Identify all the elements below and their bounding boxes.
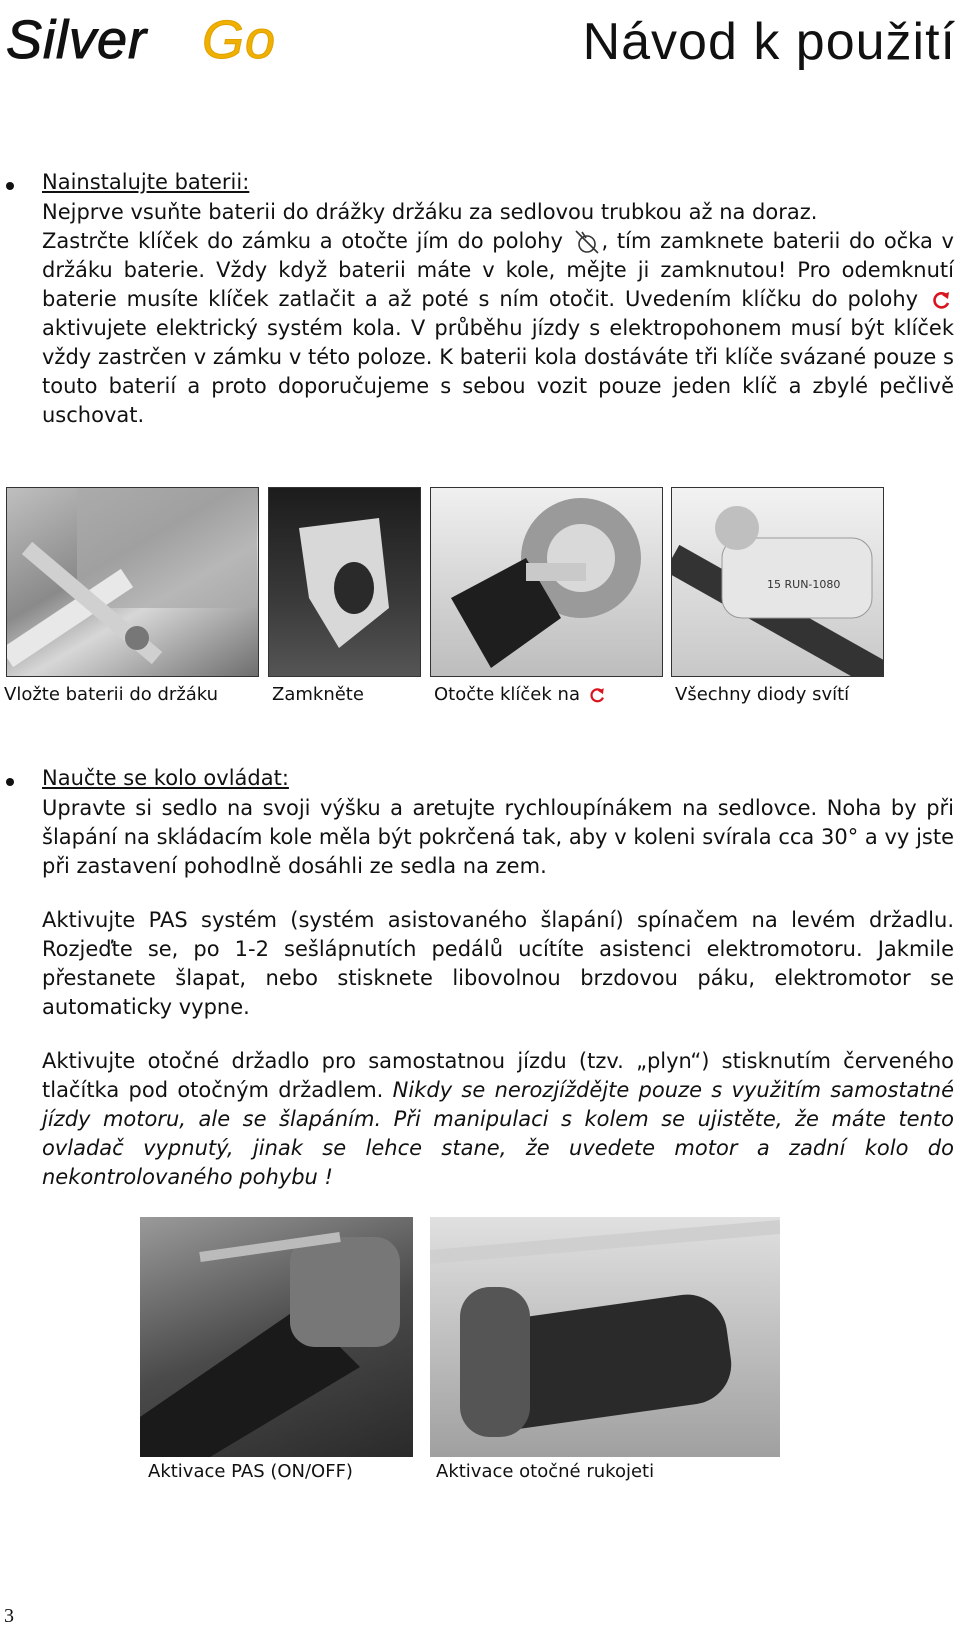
key-on-position-icon (928, 289, 954, 311)
svg-text:15 RUN-1080: 15 RUN-1080 (767, 578, 841, 591)
svg-text:Silver: Silver (6, 10, 148, 66)
caption-lock: Zamkněte (272, 684, 364, 705)
photo-pas-switch (140, 1217, 413, 1457)
key-lock-position-icon (572, 229, 602, 255)
bullet-icon (6, 778, 14, 786)
caption-all-diodes: Všechny diody svítí (675, 684, 850, 705)
battery-instructions: Zastrčte klíček do zámku a otočte jím do polohy , tím zamknete baterii do očka v držáku baterie. Vždy když baterii máte v kole, mějte ji zamknutou! Pro odemknutí baterie musíte klíček zatlačit a až poté s ním otočit. Uvedením klíčku do polohy aktivujete elektrický systém kola. V průběhu jízdy s elektropohonem musí být klíček vždy zastrčen v zámku v této poloze. K baterii kola dostáváte tři klíče svázané pouze s touto baterií a proto doporučujeme s sebou vozit pouze jeden klíč a zbylé pečlivě uschovat. (42, 229, 954, 427)
saddle-instructions: Upravte si sedlo na svoji výšku a aretujte rychloupínákem na sedlovce. Noha by při šlapání na skládacím kole měla být pokrčená tak, aby v koleni svírala cca 30° a vy jste při zastavení pohodlně dosáhli ze sedla na zem. (42, 796, 954, 878)
photo-battery-mount (6, 487, 259, 677)
caption-pas-activation: Aktivace PAS (ON/OFF) (148, 1461, 353, 1482)
throttle-instructions: Aktivujte otočné držadlo pro samostatnou jízdu (tzv. „plyn“) stisknutím červeného tlačítka pod otočným držadlem. Nikdy se nerozjíždějte pouze s využitím samostatné jízdy motoru, ale se šlapáním. Při manipulaci s kolem se ujistěte, že máte tento ovladač vypnutý, jinak se lehce stane, že uvedete motor a zadní kolo do nekontrolovaného pohybu ! (42, 1049, 954, 1189)
key-on-position-icon (586, 685, 608, 705)
svg-text:Go: Go (202, 10, 277, 66)
photo-throttle-grip (430, 1217, 780, 1457)
pas-instructions: Aktivujte PAS systém (systém asistovaného šlapání) spínačem na levém držadlu. Rozjeďte se, po 1-2 sešlápnutích pedálů ucítíte asistenci elektromotoru. Jakmile přestanete šlapat, nebo stisknete libovolnou brzdovou páku, elektromotor se automaticky vypne. (42, 908, 954, 1019)
caption-grip-activation: Aktivace otočné rukojeti (436, 1461, 655, 1482)
caption-turn-key: Otočte klíček na (434, 684, 608, 705)
photo-battery-display (671, 487, 884, 677)
photo-lock (268, 487, 421, 677)
section-heading-control: Naučte se kolo ovládat: (42, 766, 289, 790)
section-heading-battery: Nainstalujte baterii: (42, 170, 250, 194)
document-title: Návod k použití (582, 13, 956, 71)
page-number: 3 (4, 1605, 14, 1627)
caption-insert-battery: Vložte baterii do držáku (4, 684, 219, 705)
battery-instructions-line1: Nejprve vsuňte baterii do drážky držáku za sedlovou trubkou až na doraz. (42, 200, 818, 224)
bullet-icon (6, 182, 14, 190)
silvergo-logo (6, 10, 336, 66)
warning-text: Nikdy se nerozjíždějte pouze s využitím samostatné jízdy motoru, ale se šlapáním. Při manipulaci s kolem se ujistěte, že máte tento ovladač vypnutý, jinak se lehce stane, že uvedete motor a zadní kolo do nekontrolovaného pohybu ! (42, 1078, 954, 1189)
photo-key (430, 487, 663, 677)
